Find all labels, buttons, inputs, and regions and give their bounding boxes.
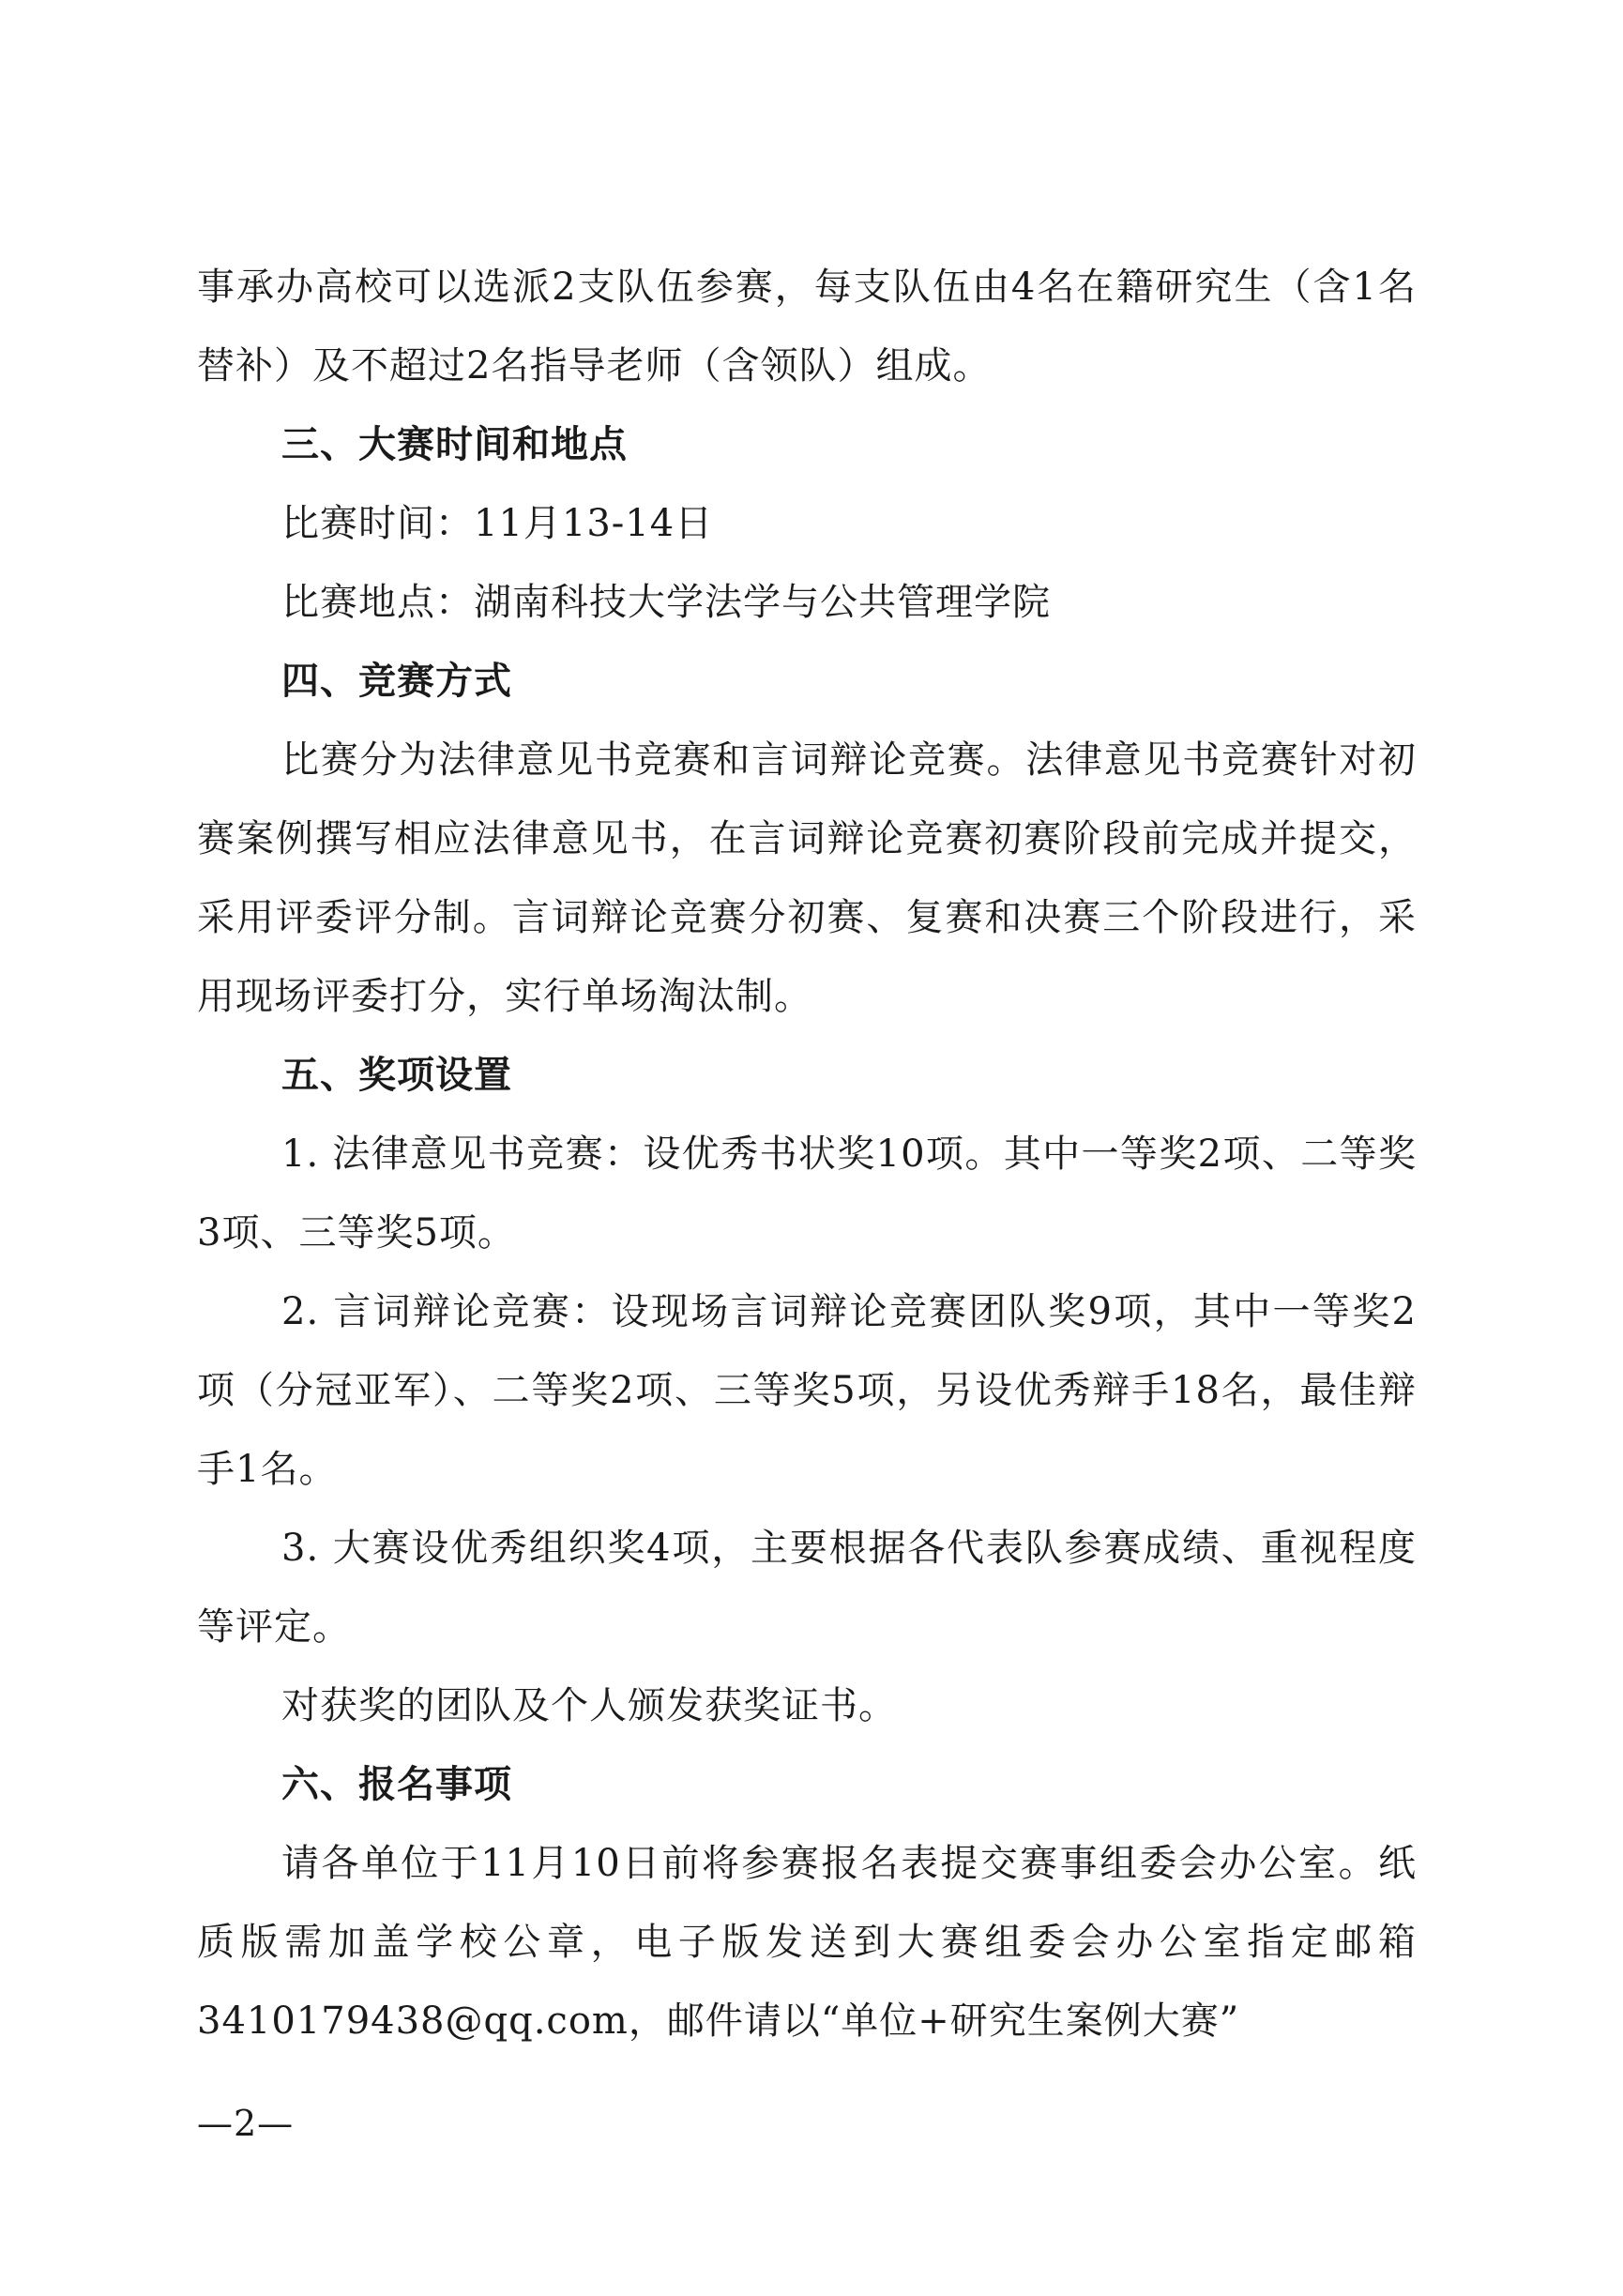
paragraph-team-composition: 事承办高校可以选派2支队伍参赛，每支队伍由4名在籍研究生（含1名替补）及不超过2名指导老师（含领队）组成。 <box>197 266 1417 388</box>
paragraph-award-organization: 3. 大赛设优秀组织奖4项，主要根据各代表队参赛成绩、重视程度等评定。 <box>197 1527 1417 1649</box>
competition-place: 比赛地点：湖南科技大学法学与公共管理学院 <box>281 581 1051 624</box>
paragraph-award-debate: 2. 言词辩论竞赛：设现场言词辩论竞赛团队奖9项，其中一等奖2项（分冠亚军）、二等奖2项、三等奖5项，另设优秀辩手18名，最佳辩手1名。 <box>197 1290 1417 1491</box>
paragraph-award-legal-opinion: 1. 法律意见书竞赛：设优秀书状奖10项。其中一等奖2项、二等奖3项、三等奖5项。 <box>197 1133 1417 1254</box>
paragraph-registration: 请各单位于11月10日前将参赛报名表提交赛事组委会办公室。纸质版需加盖学校公章，电子版发送到大赛组委会办公室指定邮箱 3410179438@qq.com，邮件请以“单位+研究生案例大赛” <box>197 1842 1417 2043</box>
heading-time-and-place: 三、大赛时间和地点 <box>281 423 628 466</box>
page-number: —2— <box>197 2103 295 2144</box>
document-body <box>197 248 1417 2060</box>
heading-registration: 六、报名事项 <box>281 1763 512 1806</box>
paragraph-award-certificates: 对获奖的团队及个人颁发获奖证书。 <box>281 1684 897 1727</box>
competition-time: 比赛时间：11月13-14日 <box>281 502 714 545</box>
heading-awards: 五、奖项设置 <box>281 1054 512 1097</box>
paragraph-competition-format: 比赛分为法律意见书竞赛和言词辩论竞赛。法律意见书竞赛针对初赛案例撰写相应法律意见书，在言词辩论竞赛初赛阶段前完成并提交，采用评委评分制。言词辩论竞赛分初赛、复赛和决赛三个阶段进行，采用现场评委打分，实行单场淘汰制。 <box>197 738 1417 1018</box>
heading-competition-format: 四、竞赛方式 <box>281 660 512 703</box>
